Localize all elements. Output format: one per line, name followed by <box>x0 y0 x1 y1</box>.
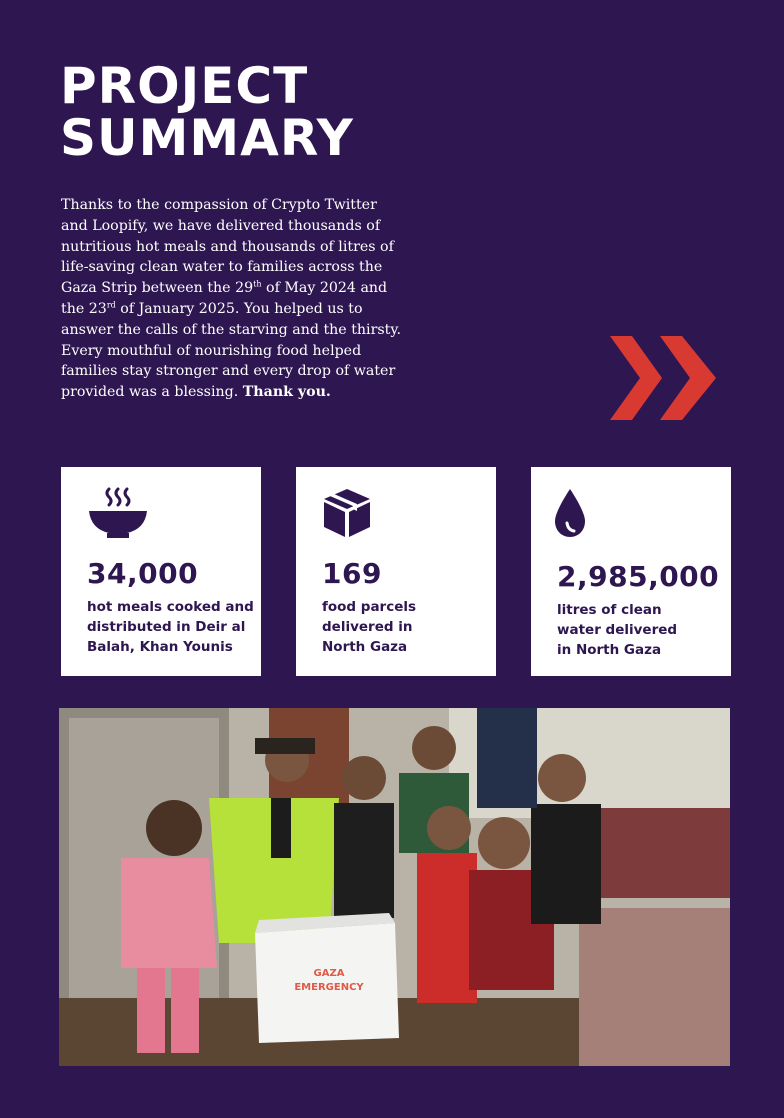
stat-desc-line: North Gaza <box>322 639 408 655</box>
stat-description <box>322 597 492 657</box>
stat-desc-line: water delivered <box>557 622 678 638</box>
stat-desc-line: food parcels <box>322 599 417 615</box>
intro-sup-2: rd <box>106 300 116 310</box>
title-line-1: PROJECT <box>60 57 309 115</box>
water-drop-icon <box>553 487 587 539</box>
thank-you-text: Thank you. <box>242 384 331 401</box>
intro-text-3: of January 2025. You helped us to answer the calls of the starving and the thirsty. Every mouthful of nourishing food helped families stay stronger and every drop of water provided was a blessing. <box>61 300 401 401</box>
page-title <box>60 57 354 167</box>
intro-text-1: Thanks to the compassion of Crypto Twitter and Loopify, we have delivered thousands of nutritious hot meals and thousands of litres of life-saving clean water to families across the Gaza Strip between the 29 <box>61 197 394 297</box>
box-label-line-2: EMERGENCY <box>294 982 364 993</box>
stat-desc-line: in North Gaza <box>557 642 662 658</box>
stat-card-meals <box>61 467 261 676</box>
hot-bowl-icon <box>87 487 149 539</box>
double-chevron-icon <box>610 336 718 420</box>
box-label-line-1: GAZA <box>313 968 345 979</box>
stat-card-parcels <box>296 467 496 676</box>
stat-description <box>87 597 257 657</box>
photo-children-food-box <box>59 708 730 1066</box>
box-icon <box>322 487 372 539</box>
stat-desc-line: Balah, Khan Younis <box>87 639 233 655</box>
stat-desc-line: hot meals cooked and <box>87 599 254 615</box>
stat-desc-line: distributed in Deir al <box>87 619 246 635</box>
stat-desc-line: litres of clean <box>557 602 662 618</box>
stat-value: 34,000 <box>87 557 199 590</box>
intro-sup-1: th <box>253 279 262 289</box>
stat-value: 2,985,000 <box>557 560 720 593</box>
stat-description <box>557 600 727 660</box>
photo-illustration <box>59 708 730 1066</box>
stat-value: 169 <box>322 557 382 590</box>
intro-text-2: of May 2024 and the 23 <box>61 280 388 317</box>
intro-paragraph <box>61 195 406 403</box>
stat-card-water <box>531 467 731 676</box>
title-line-2: SUMMARY <box>60 109 354 167</box>
stat-desc-line: delivered in <box>322 619 413 635</box>
